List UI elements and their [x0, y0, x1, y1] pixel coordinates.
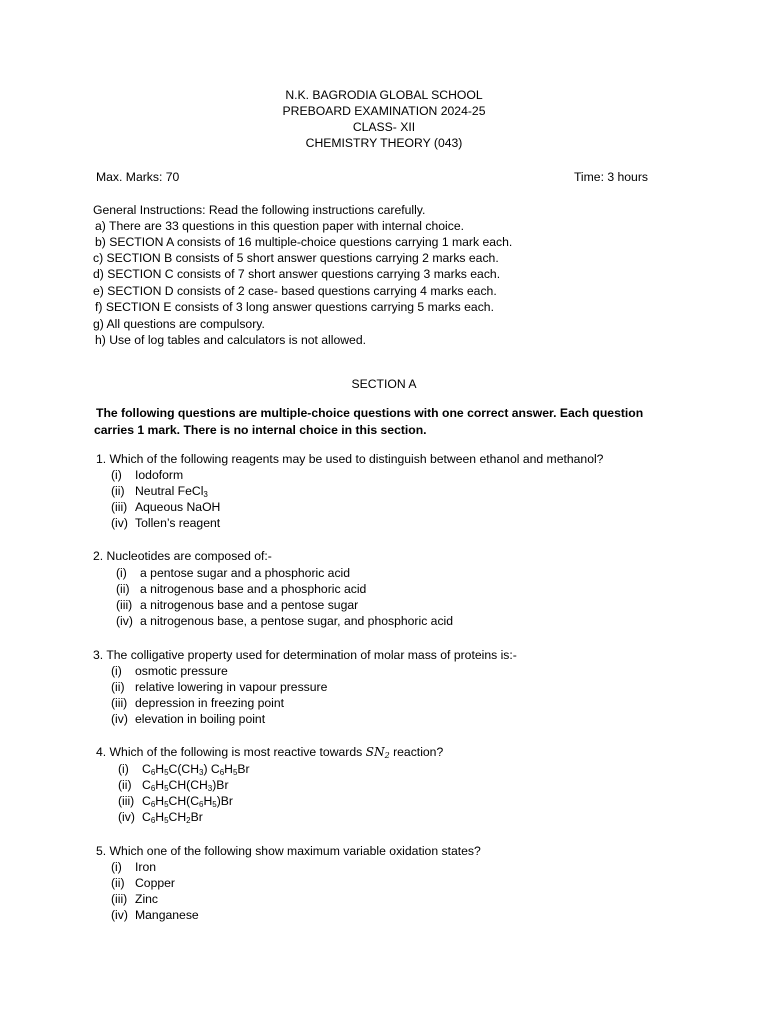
option-text: a nitrogenous base and a pentose sugar [140, 598, 359, 612]
instruction-item: a) There are 33 questions in this question paper with internal choice. [95, 219, 465, 233]
option-text: Iodoform [135, 468, 184, 482]
option-formula: $C_6H_5CH(CH_3)Br$ [142, 778, 229, 793]
option-number: (i) [116, 566, 127, 580]
option-formula: $C_6H_5CH_2Br$ [142, 810, 203, 825]
option [118, 761, 250, 777]
section-title: SECTION A [351, 377, 417, 391]
option [111, 695, 284, 711]
max-marks: Max. Marks: 70 [96, 170, 180, 184]
class-label: CLASS- XII [352, 120, 416, 134]
option [116, 597, 358, 613]
option [118, 809, 203, 825]
option [111, 515, 220, 531]
instruction-item: c) SECTION B consists of 5 short answer questions carrying 2 marks each. [93, 251, 499, 265]
option [111, 859, 156, 875]
option-formula: $C_6H_5C(CH_3)$ $C_6H_5Br$ [142, 762, 250, 777]
instruction-item: g) All questions are compulsory. [93, 317, 265, 331]
option-text: a nitrogenous base and a phosphoric acid [140, 582, 367, 596]
option-number: (iii) [116, 598, 133, 612]
subject-title: CHEMISTRY THEORY (043) [305, 136, 463, 150]
option-number: (iv) [111, 712, 128, 726]
option-number: (i) [111, 468, 122, 482]
option-number: (ii) [118, 778, 132, 792]
option [116, 613, 453, 629]
option-number: (ii) [111, 680, 125, 694]
option [111, 875, 175, 891]
option [111, 467, 183, 483]
option-number: (i) [111, 664, 122, 678]
question-text: 4. Which of the following is most reactive towards [96, 745, 363, 759]
option-number: (iv) [116, 614, 133, 628]
option-text: relative lowering in vapour pressure [135, 680, 328, 694]
option-number: (iv) [111, 908, 128, 922]
option [111, 711, 265, 727]
option-text: Iron [135, 860, 157, 874]
option [111, 483, 208, 499]
option-text: Manganese [135, 908, 199, 922]
option [111, 663, 228, 679]
option-number: (iii) [111, 892, 128, 906]
option-text: Tollen’s reagent [135, 516, 221, 530]
sn2-formula: $SN_2$ [365, 745, 390, 760]
option-text: a nitrogenous base, a pentose sugar, and phosphoric acid [140, 614, 454, 628]
time-allowed: Time: 3 hours [573, 170, 648, 184]
section-intro-line: The following questions are multiple-choice questions with one correct answer. Each question [96, 406, 644, 420]
question-4 [96, 744, 443, 760]
question-5: 5. Which one of the following show maximum variable oxidation states? [96, 844, 481, 858]
exam-title: PREBOARD EXAMINATION 2024-25 [282, 104, 486, 118]
option-number: (i) [118, 762, 129, 776]
instruction-item: h) Use of log tables and calculators is not allowed. [95, 333, 366, 347]
option-number: (iv) [118, 810, 135, 824]
option-text: a pentose sugar and a phosphoric acid [140, 566, 351, 580]
option-number: (i) [111, 860, 122, 874]
option-number: (ii) [116, 582, 130, 596]
option-text: elevation in boiling point [135, 712, 266, 726]
option-number: (ii) [111, 876, 125, 890]
option-number: (iv) [111, 516, 128, 530]
option [118, 777, 229, 793]
option [116, 581, 366, 597]
option-text: Copper [135, 876, 175, 890]
option [111, 679, 327, 695]
instruction-item: e) SECTION D consists of 2 case- based questions carrying 4 marks each. [93, 284, 497, 298]
option-text: depression in freezing point [135, 696, 285, 710]
option-formula: $C_6H_5CH(C_6H_5)Br$ [142, 794, 233, 809]
instruction-item: f) SECTION E consists of 3 long answer questions carrying 5 marks each. [95, 300, 494, 314]
option [118, 793, 233, 809]
option-number: (iii) [118, 794, 135, 808]
option-number: (iii) [111, 500, 128, 514]
option-number: (iii) [111, 696, 128, 710]
option [111, 907, 199, 923]
option-text: Aqueous NaOH [135, 500, 221, 514]
instruction-item: d) SECTION C consists of 7 short answer questions carrying 3 marks each. [93, 267, 501, 281]
school-name: N.K. BAGRODIA GLOBAL SCHOOL [285, 88, 483, 102]
question-2: 2. Nucleotides are composed of:- [93, 549, 272, 563]
option [111, 891, 158, 907]
option [111, 499, 220, 515]
instructions-title: General Instructions: Read the following instructions carefully. [93, 203, 426, 217]
instruction-item: b) SECTION A consists of 16 multiple-choice questions carrying 1 mark each. [95, 235, 513, 249]
option [116, 565, 350, 581]
question-1: 1. Which of the following reagents may be used to distinguish between ethanol and methanol? [96, 452, 604, 466]
option-text: osmotic pressure [135, 664, 228, 678]
question-text: reaction? [393, 745, 444, 759]
question-3: 3. The colligative property used for determination of molar mass of proteins is:- [93, 648, 517, 662]
section-intro-line: carries 1 mark. There is no internal choice in this section. [94, 423, 427, 437]
option-number: (ii) [111, 484, 125, 498]
option-text: Zinc [135, 892, 159, 906]
option-text: Neutral FeCl [135, 484, 204, 498]
option-subscript: 3 [203, 490, 208, 499]
